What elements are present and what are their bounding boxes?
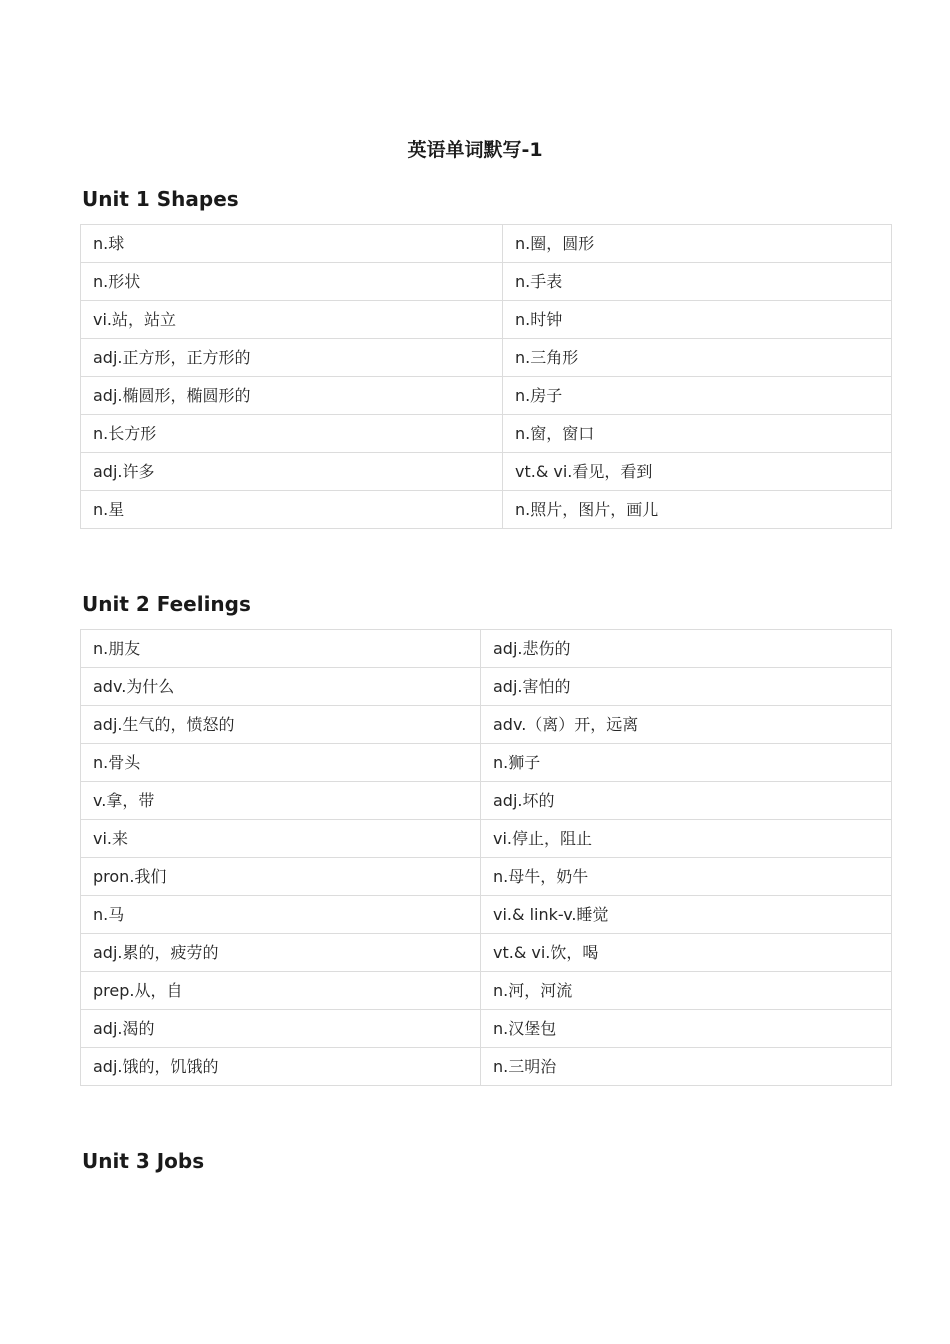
vocab-cell-right: n.狮子 <box>481 744 892 782</box>
unit-1-vocab-table <box>80 224 892 529</box>
table-row <box>81 972 892 1010</box>
document-title: 英语单词默写-1 <box>407 139 543 161</box>
table-row <box>81 301 892 339</box>
vocab-cell-left: adj.累的，疲劳的 <box>81 934 481 972</box>
vocab-cell-left: n.形状 <box>81 263 503 301</box>
vocab-cell-left: adj.渴的 <box>81 1010 481 1048</box>
vocab-cell-left: n.骨头 <box>81 744 481 782</box>
vocab-cell-right: n.河，河流 <box>481 972 892 1010</box>
vocab-cell-right: n.窗，窗口 <box>503 415 892 453</box>
vocab-cell-right: n.汉堡包 <box>481 1010 892 1048</box>
vocab-cell-left: adj.许多 <box>81 453 503 491</box>
table-row <box>81 377 892 415</box>
vocab-cell-right: n.房子 <box>503 377 892 415</box>
table-row <box>81 415 892 453</box>
vocab-cell-left: n.长方形 <box>81 415 503 453</box>
vocab-cell-left: adj.正方形，正方形的 <box>81 339 503 377</box>
vocab-cell-right: adj.害怕的 <box>481 668 892 706</box>
vocab-cell-right: adj.坏的 <box>481 782 892 820</box>
table-row <box>81 896 892 934</box>
vocab-cell-left: adj.椭圆形，椭圆形的 <box>81 377 503 415</box>
vocab-cell-left: n.球 <box>81 225 503 263</box>
table-row <box>81 668 892 706</box>
vocab-cell-right: n.三明治 <box>481 1048 892 1086</box>
vocab-cell-right: vt.& vi.看见，看到 <box>503 453 892 491</box>
table-row <box>81 858 892 896</box>
table-row <box>81 706 892 744</box>
vocab-cell-left: n.朋友 <box>81 630 481 668</box>
unit-1-heading: Unit 1 Shapes <box>82 187 239 211</box>
vocab-cell-right: n.时钟 <box>503 301 892 339</box>
table-row <box>81 339 892 377</box>
table-row <box>81 744 892 782</box>
table-row <box>81 1048 892 1086</box>
vocab-cell-left: n.星 <box>81 491 503 529</box>
vocab-cell-right: n.手表 <box>503 263 892 301</box>
vocab-cell-left: v.拿，带 <box>81 782 481 820</box>
table-row <box>81 782 892 820</box>
vocab-cell-left: adv.为什么 <box>81 668 481 706</box>
unit-2-heading: Unit 2 Feelings <box>82 592 251 616</box>
vocab-cell-left: adj.饿的，饥饿的 <box>81 1048 481 1086</box>
vocab-cell-right: vi.& link-v.睡觉 <box>481 896 892 934</box>
table-row <box>81 453 892 491</box>
vocab-cell-right: n.照片，图片，画儿 <box>503 491 892 529</box>
table-row <box>81 263 892 301</box>
vocab-cell-right: adj.悲伤的 <box>481 630 892 668</box>
vocab-cell-left: n.马 <box>81 896 481 934</box>
vocab-cell-right: adv.（离）开，远离 <box>481 706 892 744</box>
unit-2-vocab-table <box>80 629 892 1086</box>
vocab-cell-right: n.三角形 <box>503 339 892 377</box>
unit-3-heading: Unit 3 Jobs <box>82 1149 205 1173</box>
vocab-cell-right: n.圈，圆形 <box>503 225 892 263</box>
table-row <box>81 225 892 263</box>
vocab-cell-left: pron.我们 <box>81 858 481 896</box>
vocab-cell-right: n.母牛，奶牛 <box>481 858 892 896</box>
table-row <box>81 491 892 529</box>
vocab-cell-left: adj.生气的，愤怒的 <box>81 706 481 744</box>
vocab-cell-right: vt.& vi.饮，喝 <box>481 934 892 972</box>
table-row <box>81 630 892 668</box>
vocab-cell-left: prep.从，自 <box>81 972 481 1010</box>
vocab-cell-left: vi.站，站立 <box>81 301 503 339</box>
vocab-cell-left: vi.来 <box>81 820 481 858</box>
table-row <box>81 820 892 858</box>
vocab-cell-right: vi.停止，阻止 <box>481 820 892 858</box>
table-row <box>81 1010 892 1048</box>
table-row <box>81 934 892 972</box>
